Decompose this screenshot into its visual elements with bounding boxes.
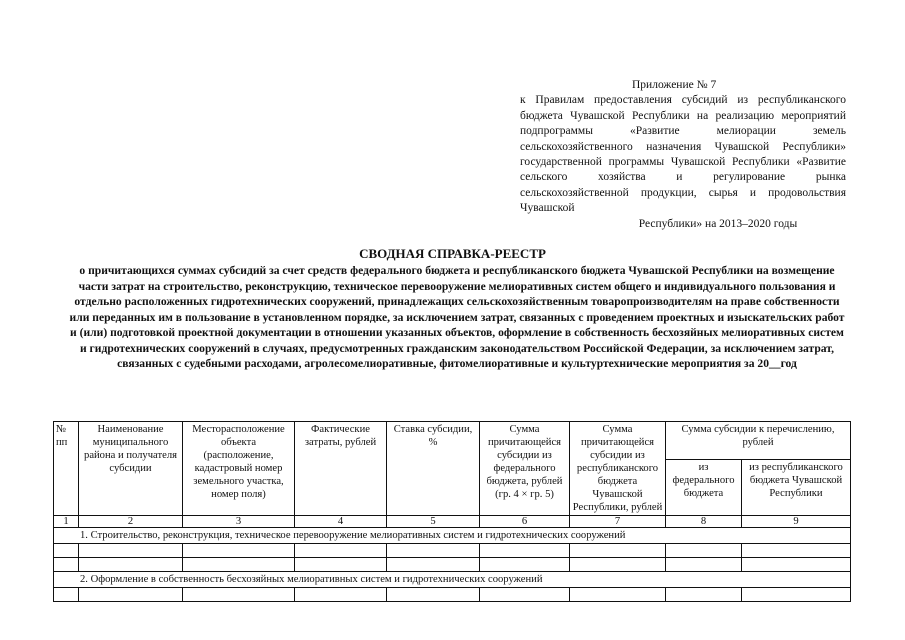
appendix-body: к Правилам предоставления субсидий из республиканского бюджета Чувашской Республики на реализацию мероприятий подпрограммы «Развитие мелиорации земель сельскохозяйственного назначения Чувашской Республики» государственной программы Чувашской Республики «Развитие сельского хозяйства и регулирование рынка сельскохозяйственной продукции, сырья и продовольствия Чувашской — [520, 94, 846, 215]
column-number: 5 — [387, 516, 480, 528]
header-transfer-republic: из республиканского бюджета Чувашской Республики — [742, 460, 851, 516]
column-numbers-row — [54, 516, 851, 528]
empty-cell — [79, 558, 183, 572]
section-row — [54, 572, 851, 588]
header-costs: Фактические затраты, рублей — [295, 422, 387, 516]
empty-cell — [387, 544, 480, 558]
empty-cell — [570, 544, 666, 558]
empty-cell — [183, 544, 295, 558]
empty-cell — [666, 544, 742, 558]
empty-cell — [79, 588, 183, 602]
empty-cell — [742, 588, 851, 602]
registry-table — [53, 421, 851, 602]
empty-cell — [742, 544, 851, 558]
header-transfer-federal: из федерального бюджета — [666, 460, 742, 516]
column-number: 9 — [742, 516, 851, 528]
empty-cell — [480, 588, 570, 602]
table-row — [54, 544, 851, 558]
table-row — [54, 588, 851, 602]
column-number: 8 — [666, 516, 742, 528]
section-row — [54, 528, 851, 544]
column-number: 6 — [480, 516, 570, 528]
empty-cell — [570, 558, 666, 572]
appendix-last-line: Республики» на 2013–2020 годы — [638, 217, 798, 230]
empty-cell — [666, 558, 742, 572]
header-federal-due: Сумма причитающейся субсидии из федерального бюджета, рублей (гр. 4 × гр. 5) — [480, 422, 570, 516]
empty-cell — [387, 558, 480, 572]
header-num: № пп — [54, 422, 79, 516]
empty-cell — [79, 544, 183, 558]
column-number: 7 — [570, 516, 666, 528]
empty-cell — [480, 558, 570, 572]
header-republic-due: Сумма причитающейся субсидии из республиканского бюджета Чувашской Республики, рублей — [570, 422, 666, 516]
empty-cell — [183, 588, 295, 602]
column-number: 3 — [183, 516, 295, 528]
table-row — [54, 558, 851, 572]
document-title: СВОДНАЯ СПРАВКА-РЕЕСТР — [359, 246, 546, 261]
empty-cell — [387, 588, 480, 602]
empty-cell — [54, 558, 79, 572]
document-subtitle: о причитающихся суммах субсидий за счет средств федерального бюджета и республиканского бюджета Чувашской Республики на возмещение части затрат на строительство, реконструкцию, техническое перевооружение мелиоративных систем общего и индивидуального пользования и отдельно расположенных гидротехнических сооружений, принадлежащих сельскохозяйственным товаропроизводителям на праве собственности или переданных им в пользование в установленном порядке, за исключением затрат, связанных с проведением проектных и изыскательских работ и (или) подготовкой проектной документации в отношении указанных объектов, оформление в собственность бесхозяйных мелиоративных систем и гидротехнических сооружений в случаях, предусмотренных гражданским законодательством Российской Федерации, за исключением затрат, связанных с судебными расходами, агролесомелиоративные, фитомелиоративные и культуртехнические мероприятия за 20__год — [69, 264, 845, 370]
header-name: Наименование муниципального района и получателя субсидии — [79, 422, 183, 516]
appendix-block — [520, 78, 846, 232]
empty-cell — [295, 588, 387, 602]
empty-cell — [54, 544, 79, 558]
header-transfer-group: Сумма субсидии к перечислению, рублей — [666, 422, 851, 460]
empty-cell — [183, 558, 295, 572]
empty-cell — [480, 544, 570, 558]
column-number: 2 — [79, 516, 183, 528]
section-title: 1. Строительство, реконструкция, техническое перевооружение мелиоративных систем и гидротехнических сооружений — [54, 528, 851, 544]
empty-cell — [742, 558, 851, 572]
empty-cell — [570, 588, 666, 602]
section-title: 2. Оформление в собственность бесхозяйных мелиоративных систем и гидротехнических сооружений — [54, 572, 851, 588]
appendix-number: Приложение № 7 — [632, 79, 717, 91]
empty-cell — [295, 558, 387, 572]
column-number: 1 — [54, 516, 79, 528]
column-number: 4 — [295, 516, 387, 528]
header-location: Месторасположение объекта (расположение, кадастровый номер земельного участка, номер поля) — [183, 422, 295, 516]
empty-cell — [54, 588, 79, 602]
empty-cell — [666, 588, 742, 602]
header-row — [54, 422, 851, 460]
empty-cell — [295, 544, 387, 558]
header-rate: Ставка субсидии, % — [387, 422, 480, 516]
